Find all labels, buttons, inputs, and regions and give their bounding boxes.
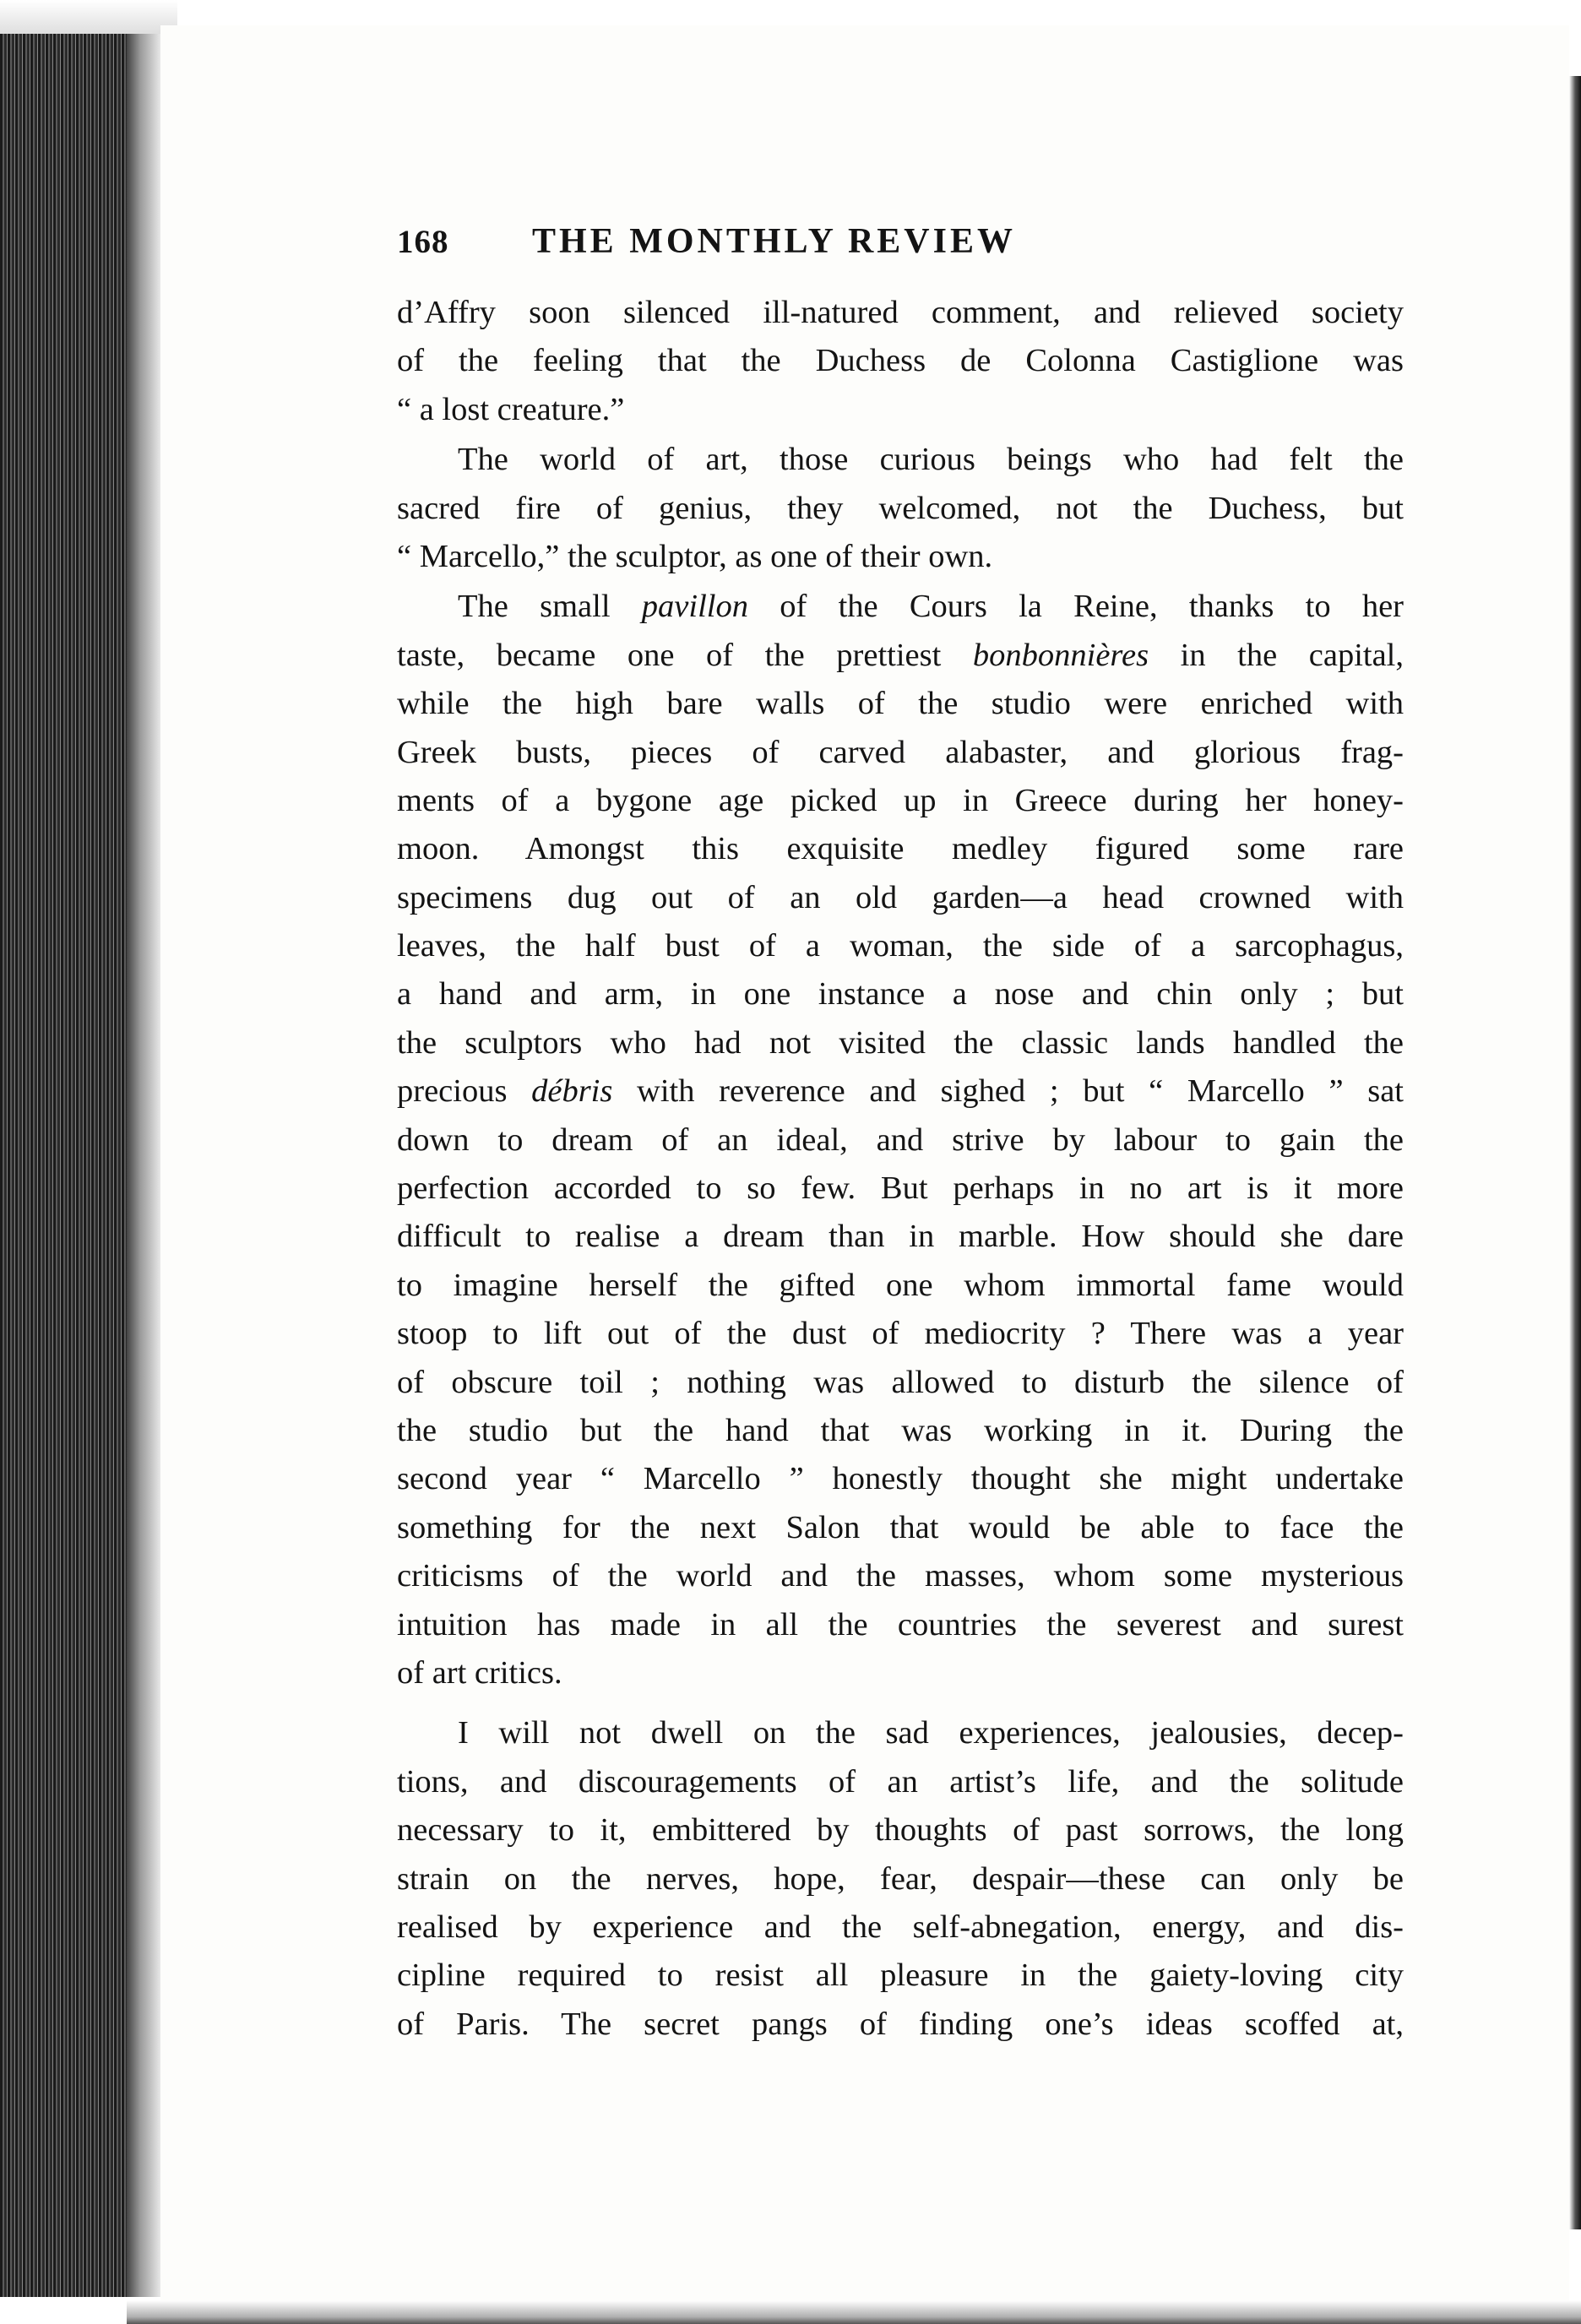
text-line: ments of a bygone age picked up in Greece during her honey- [397,782,1404,818]
bottom-page-edge [127,2300,1581,2324]
paragraph [397,1709,1404,2049]
text-line: the sculptors who had not visited the classic lands handled the [397,1024,1404,1061]
text-line: of obscure toil ; nothing was allowed to disturb the silence of [397,1364,1404,1400]
text-line: to imagine herself the gifted one whom immortal fame would [397,1267,1404,1303]
text-line: taste, became one of the prettiest bonbonnières in the capital, [397,637,1404,673]
text-line: of Paris. The secret pangs of finding one’s ideas scoffed at, [397,2006,1404,2042]
text-line: a hand and arm, in one instance a nose and chin only ; but [397,976,1404,1013]
running-header [397,221,1191,280]
italic-word: bonbonnières [972,637,1149,673]
text-line: intuition has made in all the countries the severest and surest [397,1606,1404,1643]
text-line: precious débris with reverence and sighed ; but “ Marcello ” sat [397,1073,1404,1110]
italic-word: débris [531,1073,613,1110]
page-number: 168 [397,224,449,260]
paragraph [397,289,1404,434]
text-line: sacred fire of genius, they welcomed, not the Duchess, but [397,490,1404,526]
running-title: THE MONTHLY REVIEW [532,222,1016,261]
paragraph [397,583,1404,1697]
text-line: Greek busts, pieces of carved alabaster, and glorious frag- [397,734,1404,770]
text-line: stoop to lift out of the dust of mediocrity ? There was a year [397,1316,1404,1352]
text-line: criticisms of the world and the masses, whom some mysterious [397,1558,1404,1594]
text-line: perfection accorded to so few. But perhaps in no art is it more [397,1170,1404,1207]
text-line: difficult to realise a dream than in marble. How should she dare [397,1219,1404,1255]
paragraph [397,436,1404,581]
text-line: down to dream of an ideal, and strive by labour to gain the [397,1121,1404,1158]
text-line: The small pavillon of the Cours la Reine, thanks to her [458,589,1404,625]
italic-word: pavillon [641,589,748,625]
text-line: I will not dwell on the sad experiences, jealousies, decep- [458,1715,1404,1751]
text-line: leaves, the half bust of a woman, the side of a sarcophagus, [397,928,1404,964]
text-line: tions, and discouragements of an artist’s life, and the solitude [397,1763,1404,1800]
text-line: of the feeling that the Duchess de Colonna Castiglione was [397,343,1404,379]
text-line: something for the next Salon that would be able to face the [397,1509,1404,1545]
text-line: The world of art, those curious beings who had felt the [458,442,1404,478]
text-line: d’Affry soon silenced ill-natured comment, and relieved society [397,295,1404,330]
right-page-edge [1569,76,1581,2229]
text-line: while the high bare walls of the studio were enriched with [397,686,1404,722]
text-line: strain on the nerves, hope, fear, despair—these can only be [397,1860,1404,1897]
text-line: cipline required to resist all pleasure in the gaiety-loving city [397,1957,1404,1994]
body-text [397,289,1404,2049]
text-line: specimens dug out of an old garden—a head crowned with [397,879,1404,915]
gutter-shadow [127,34,160,2297]
book-page-edges [0,34,148,2297]
text-line: “ Marcello,” the sculptor, as one of their own. [397,538,993,574]
text-line: “ a lost creature.” [397,391,625,427]
text-line: second year “ Marcello ” honestly thought she might undertake [397,1461,1404,1497]
text-line: realised by experience and the self-abnegation, energy, and dis- [397,1909,1404,1945]
text-line: necessary to it, embittered by thoughts of past sorrows, the long [397,1812,1404,1849]
text-line: the studio but the hand that was working in it. During the [397,1412,1404,1448]
paragraph-gap [397,1697,1404,1709]
text-line: moon. Amongst this exquisite medley figured some rare [397,831,1404,867]
text-line: of art critics. [397,1654,562,1691]
